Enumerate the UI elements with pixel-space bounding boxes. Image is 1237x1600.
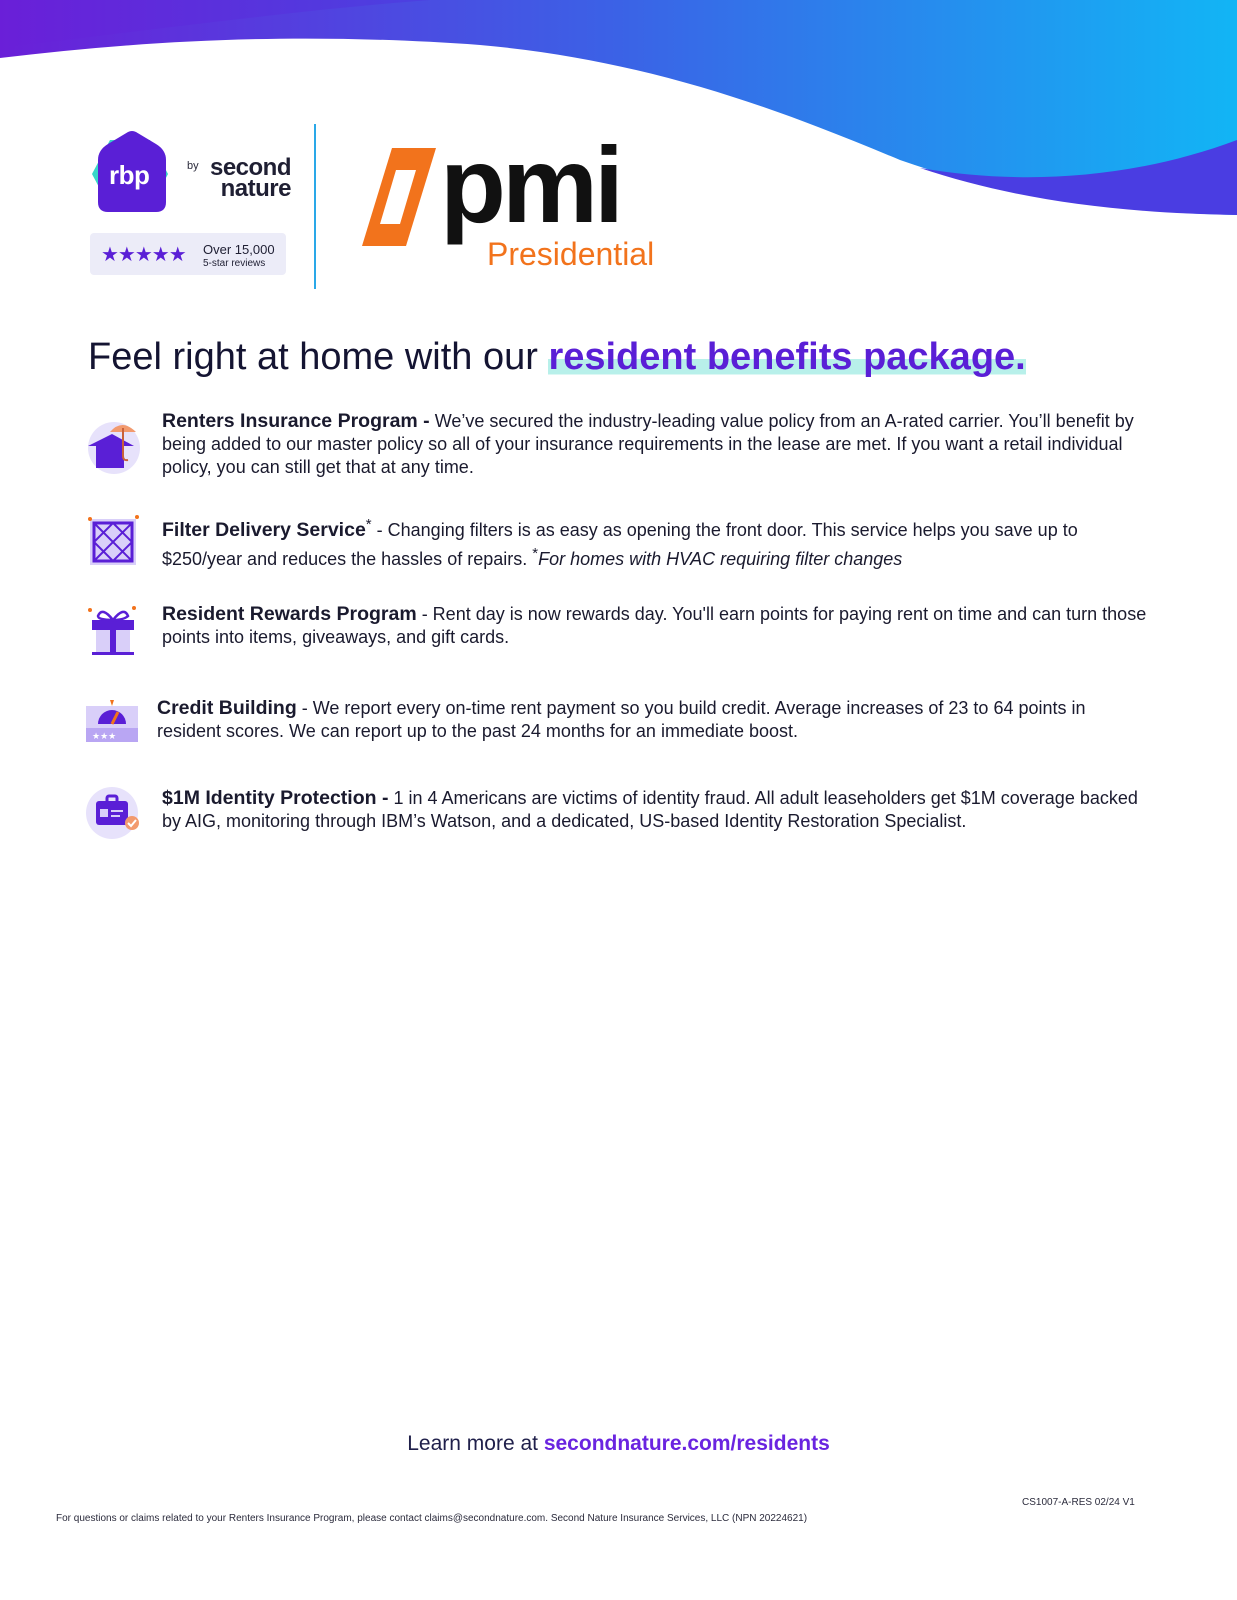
benefit-body: - We report every on-time rent payment so you build credit. Average increases of 23 to 64 points in resident scores. We can report up to the past 24 months for an immediate boost.: [157, 698, 1086, 741]
reviews-count: Over 15,000: [203, 242, 275, 257]
benefit-title: Resident Rewards Program: [162, 603, 417, 625]
svg-text:★★★: ★★★: [92, 732, 117, 742]
pmi-subtitle: Presidential: [487, 236, 655, 272]
air-filter-icon: [84, 511, 142, 569]
benefit-body: - Changing filters is as easy as opening the front door. This service helps you save up to $250/year and reduces the hassles of repairs.: [162, 520, 1078, 569]
headline-highlight: resident benefits package.: [548, 336, 1026, 378]
benefit-title: Renters Insurance Program -: [162, 410, 430, 432]
benefit-note-mark: *: [532, 545, 539, 562]
benefit-resident-rewards: [162, 603, 1152, 649]
second-nature-wordmark: [201, 154, 291, 202]
benefit-note: For homes with HVAC requiring filter changes: [538, 549, 903, 569]
umbrella-house-icon: [84, 418, 142, 476]
learn-more-link[interactable]: secondnature.com/residents: [543, 1432, 830, 1455]
rbp-by-label: by: [187, 160, 199, 172]
benefit-title: Credit Building: [157, 697, 297, 719]
logo-divider: [314, 124, 316, 289]
benefit-identity-protection: [162, 787, 1152, 833]
learn-more-lead: Learn more at: [407, 1432, 544, 1455]
second-nature-line-1: second: [209, 154, 291, 181]
page-headline: [88, 336, 1026, 379]
headline-lead: Feel right at home with our: [88, 336, 549, 378]
document-code: CS1007-A-RES 02/24 V1: [1022, 1497, 1135, 1508]
footer-disclaimer: For questions or claims related to your Renters Insurance Program, please contact claims@secondnature.com. Second Nature Insurance Services, LLC (NPN 20224621): [56, 1513, 808, 1524]
reviews-label: 5-star reviews: [203, 258, 266, 269]
identity-card-icon: [86, 785, 144, 843]
five-star-icon: ★★★★★: [101, 244, 186, 266]
pmi-mark-icon: [362, 148, 440, 246]
gift-icon: [84, 602, 142, 660]
benefit-title: Filter Delivery Service: [162, 519, 366, 541]
benefit-body: - Rent day is now rewards day. You'll earn points for paying rent on time and can turn those points into items, giveaways, and gift cards.: [162, 604, 1147, 647]
benefit-title: $1M Identity Protection -: [162, 787, 389, 809]
benefit-body: We’ve secured the industry-leading value policy from an A-rated carrier. You’ll benefit by being added to our master policy so all of your insurance requirements in the lease are met. If you want a retail individual policy, you can still get that at any time.: [162, 411, 1134, 477]
benefit-renters-insurance: [162, 410, 1152, 479]
credit-gauge-icon: [84, 694, 142, 752]
pmi-wordmark: pmi: [440, 124, 621, 245]
benefit-body: 1 in 4 Americans are victims of identity fraud. All adult leaseholders get $1M coverage backed by AIG, monitoring through IBM’s Watson, and a dedicated, US-based Identity Restoration Specialist.: [162, 788, 1138, 831]
benefit-filter-delivery: [162, 513, 1152, 571]
learn-more: [0, 1432, 1237, 1456]
second-nature-line-2: nature: [220, 175, 291, 202]
benefit-credit-building: [157, 697, 1147, 743]
rbp-wordmark: rbp: [109, 160, 150, 190]
benefit-title-mark: *: [365, 516, 372, 533]
